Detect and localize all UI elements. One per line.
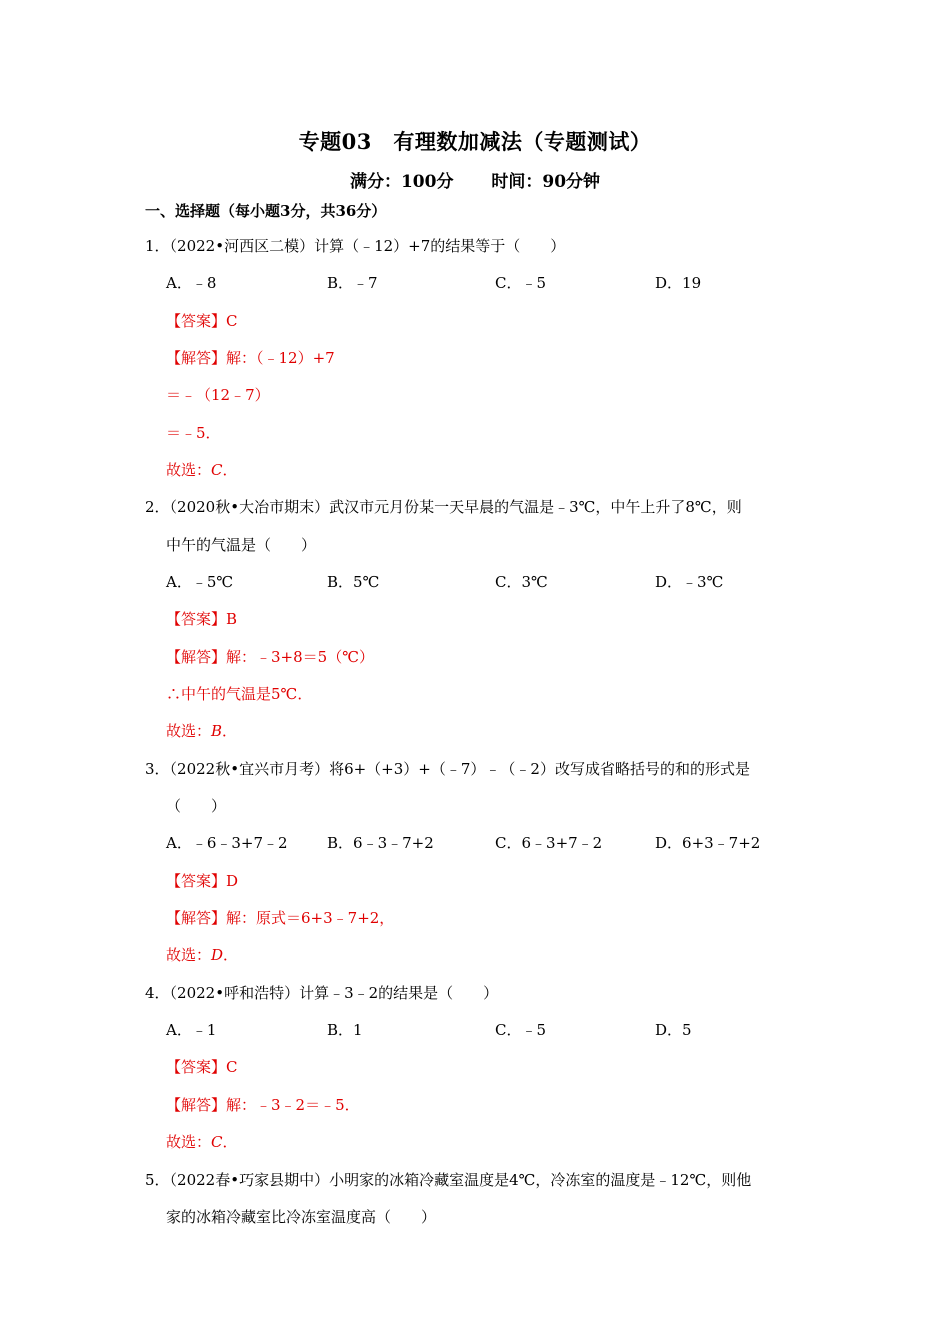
- question-5-stem: 5．（2022春•巧家县期中）小明家的冰箱冷藏室温度是4℃，冷冻室的温度是﹣12℃，则他: [145, 1171, 752, 1189]
- time-limit: 时间：90分钟: [491, 172, 601, 192]
- conclusion-suffix: ．: [223, 946, 239, 964]
- conclusion-letter: B: [211, 722, 223, 740]
- conclusion-letter: C: [211, 461, 223, 479]
- question-1-conclusion: [166, 460, 238, 480]
- conclusion-prefix: 故选：: [166, 722, 212, 740]
- page-title: 专题03 有理数加减法（专题测试）: [298, 129, 652, 154]
- conclusion-prefix: 故选：: [166, 461, 212, 479]
- option-d: D．﹣3℃: [655, 573, 724, 591]
- conclusion-suffix: ．: [222, 1133, 238, 1151]
- question-4-answer: 【答案】C: [166, 1058, 238, 1076]
- question-1-answer: 【答案】C: [166, 312, 238, 330]
- question-2-answer: 【答案】B: [166, 610, 238, 628]
- conclusion-prefix: 故选：: [166, 1133, 212, 1151]
- conclusion-prefix: 故选：: [166, 946, 212, 964]
- option-c: C．﹣5: [495, 1021, 547, 1039]
- question-3-stem-cont: （ ）: [166, 797, 227, 815]
- option-a: A．﹣5℃: [166, 573, 234, 591]
- full-score: 满分：100分: [349, 172, 454, 192]
- question-1-solution-line: ＝﹣5．: [166, 424, 221, 442]
- option-c: C．6﹣3+7﹣2: [495, 834, 603, 852]
- option-b: B．5℃: [327, 573, 380, 591]
- question-3-solution-line: 【解答】解：原式＝6+3﹣7+2，: [166, 909, 395, 927]
- question-4-conclusion: [166, 1132, 238, 1152]
- question-1-solution-line: 【解答】解：（﹣12）+7: [166, 349, 335, 367]
- section-heading: 一、选择题（每小题3分，共36分）: [145, 202, 387, 220]
- question-2-options: [166, 572, 806, 592]
- question-3-options: [166, 833, 806, 853]
- option-b: B．6﹣3﹣7+2: [327, 834, 434, 852]
- option-d: D．6+3﹣7+2: [655, 834, 761, 852]
- question-4-solution-line: 【解答】解：﹣3﹣2＝﹣5．: [166, 1096, 360, 1114]
- option-a: A．﹣1: [166, 1021, 217, 1039]
- option-b: B．1: [327, 1021, 363, 1039]
- conclusion-suffix: ．: [222, 461, 238, 479]
- conclusion-letter: C: [211, 1133, 223, 1151]
- question-4-stem: 4．（2022•呼和浩特）计算﹣3﹣2的结果是（ ）: [145, 984, 499, 1002]
- option-a: A．﹣8: [166, 274, 217, 292]
- question-3-answer: 【答案】D: [166, 872, 239, 890]
- option-d: D．19: [655, 274, 702, 292]
- question-5-stem-cont: 家的冰箱冷藏室比冷冻室温度高（ ）: [166, 1208, 437, 1226]
- question-1-stem: 1．（2022•河西区二模）计算（﹣12）+7的结果等于（ ）: [145, 237, 566, 255]
- question-2-solution-line: ∴中午的气温是5℃．: [166, 685, 313, 703]
- option-b: B．﹣7: [327, 274, 378, 292]
- conclusion-suffix: ．: [222, 722, 238, 740]
- question-4-options: [166, 1020, 806, 1040]
- question-2-stem: 2．（2020秋•大冶市期末）武汉市元月份某一天早晨的气温是﹣3℃，中午上升了8℃，则: [145, 498, 742, 516]
- conclusion-letter: D: [211, 946, 224, 964]
- question-1-options: [166, 273, 806, 293]
- option-a: A．﹣6﹣3+7﹣2: [166, 834, 288, 852]
- option-d: D．5: [655, 1021, 692, 1039]
- question-1-solution-line: ＝﹣（12﹣7）: [166, 386, 270, 404]
- question-2-stem-cont: 中午的气温是（ ）: [166, 536, 317, 554]
- option-c: C．﹣5: [495, 274, 547, 292]
- question-2-conclusion: [166, 721, 237, 741]
- question-2-solution-line: 【解答】解：﹣3+8＝5（℃）: [166, 648, 374, 666]
- exam-info: [0, 167, 950, 192]
- question-3-conclusion: [166, 945, 238, 965]
- option-c: C．3℃: [495, 573, 548, 591]
- question-3-stem: 3．（2022秋•宜兴市月考）将6+（+3）+（﹣7）﹣（﹣2）改写成省略括号的和的形式是: [145, 760, 750, 778]
